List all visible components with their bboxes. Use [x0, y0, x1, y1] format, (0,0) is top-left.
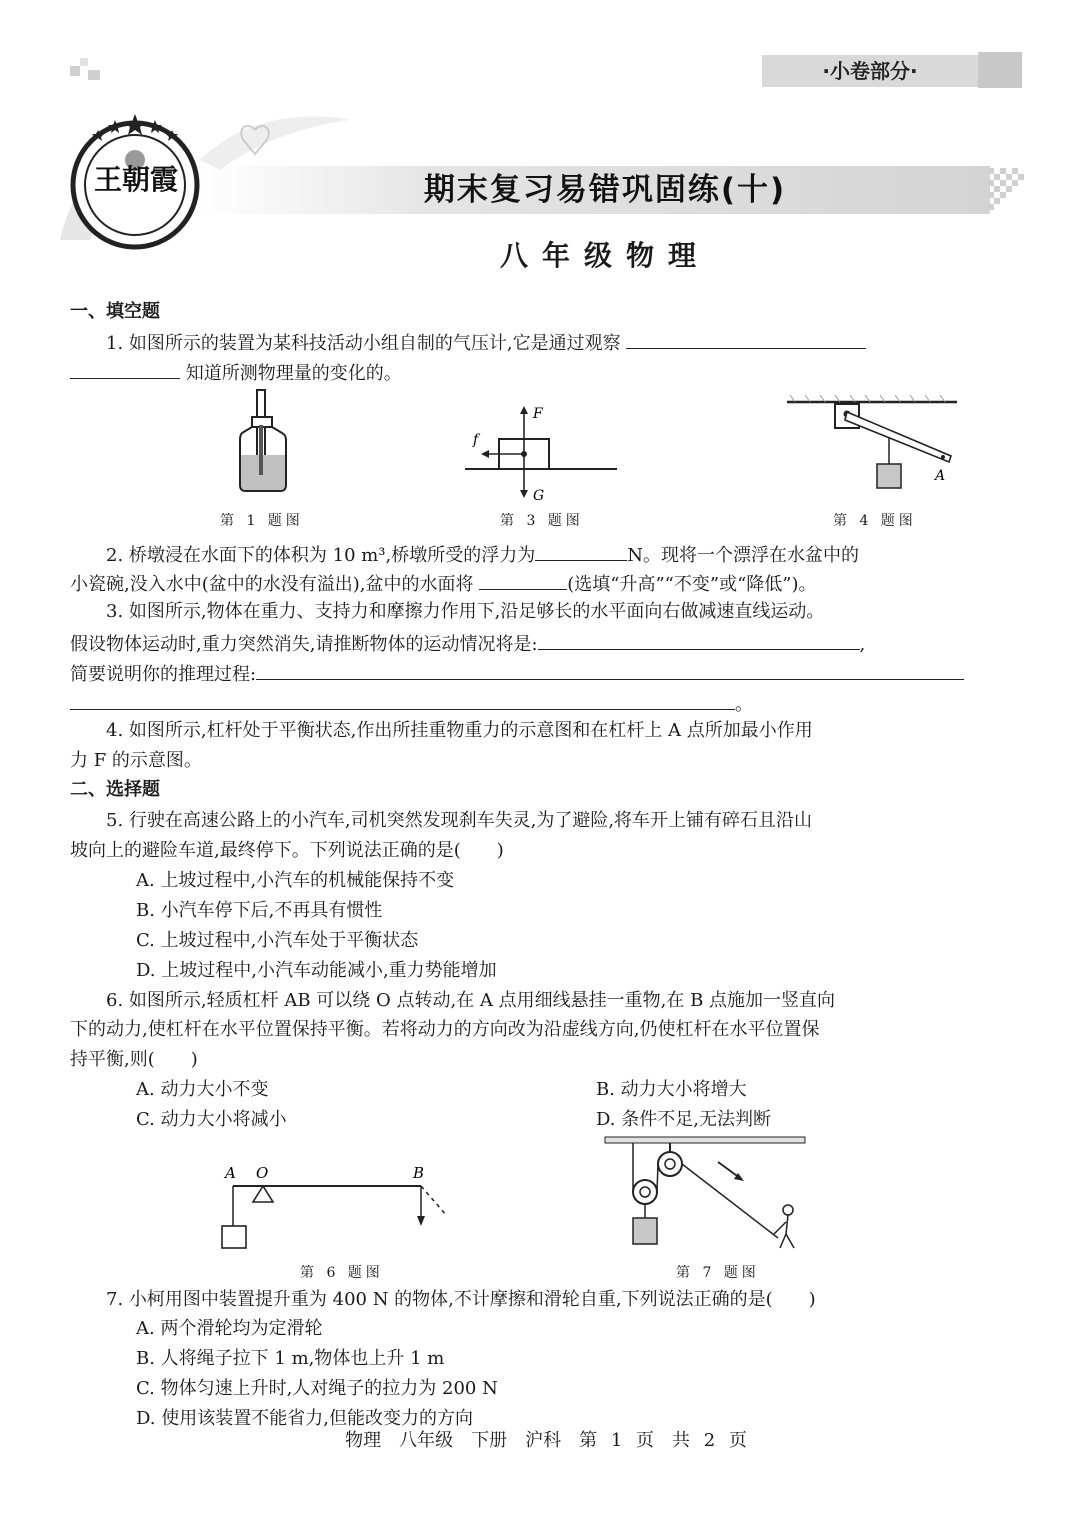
q2-text-4: (选填“升高”“不变”或“降低”)。 — [567, 574, 817, 595]
q6-option-a[interactable]: A. 动力大小不变 — [136, 1079, 269, 1100]
q7-option-c[interactable]: C. 物体匀速上升时,人对绳子的拉力为 200 N — [136, 1378, 498, 1399]
label-A: A — [935, 468, 946, 484]
section-tab: ·小卷部分· — [762, 55, 978, 87]
q3-blank-3[interactable] — [70, 687, 735, 710]
label-G: G — [533, 488, 545, 504]
q2-blank-2[interactable] — [479, 567, 567, 590]
decor-square — [88, 70, 100, 80]
q5-option-a[interactable]: A. 上坡过程中,小汽车的机械能保持不变 — [136, 870, 455, 891]
q3-line1: 3. 如图所示,物体在重力、支持力和摩擦力作用下,沿足够长的水平面向右做减速直线运动。 — [106, 601, 825, 622]
figure-4-caption: 第 4 题图 — [833, 513, 917, 529]
q2-blank-1[interactable] — [535, 538, 627, 561]
q5-option-b[interactable]: B. 小汽车停下后,不再具有惯性 — [136, 900, 383, 921]
label-O-fig6: O — [256, 1164, 269, 1182]
label-F: F — [533, 406, 543, 422]
label-f: f — [473, 432, 479, 448]
figure-4-lever — [785, 392, 965, 500]
q1-blank-2[interactable] — [70, 356, 180, 379]
q7-option-d[interactable]: D. 使用该装置不能省力,但能改变力的方向 — [136, 1408, 473, 1429]
q4-line1: 4. 如图所示,杠杆处于平衡状态,作出所挂重物重力的示意图和在杠杆上 A 点所加最小作用 — [106, 720, 813, 741]
page-title: 期末复习易错巩固练(十) — [423, 172, 787, 208]
q7-line1: 7. 小柯用图中装置提升重为 400 N 的物体,不计摩擦和滑轮自重,下列说法正确的是( ) — [106, 1289, 816, 1310]
q2-line2 — [70, 567, 1025, 600]
q2-text-1: 2. 桥墩浸在水面下的体积为 10 m³,桥墩所受的浮力为 — [106, 545, 536, 566]
q5-option-d[interactable]: D. 上坡过程中,小汽车动能减小,重力势能增加 — [136, 960, 497, 981]
label-A-fig6: A — [225, 1164, 236, 1182]
figure-1-barometer — [230, 385, 300, 500]
q6-option-b[interactable]: B. 动力大小将增大 — [596, 1079, 747, 1100]
page-footer: 物理 八年级 下册 沪科 第 1 页 共 2 页 — [345, 1430, 747, 1451]
q6-line1: 6. 如图所示,轻质杠杆 AB 可以绕 O 点转动,在 A 点用细线悬挂一重物,在 B 点施加一竖直向 — [106, 990, 836, 1011]
q3-period: 。 — [735, 694, 753, 715]
tab-block — [978, 52, 1022, 88]
q6-line3: 持平衡,则( ) — [70, 1049, 198, 1070]
figure-6-lever — [215, 1158, 455, 1254]
q3-comma: , — [859, 634, 866, 655]
q6-option-c[interactable]: C. 动力大小将减小 — [136, 1109, 287, 1130]
q3-line3 — [70, 657, 1025, 690]
q1-line1 — [106, 326, 1026, 359]
q1-text-2: 知道所测物理量的变化的。 — [185, 363, 402, 384]
q6-line2: 下的动力,使杠杆在水平位置保持平衡。若将动力的方向改为沿虚线方向,仍使杠杆在水平位置保 — [70, 1019, 820, 1040]
logo-text: 王朝霞 — [93, 163, 178, 196]
decor-square — [70, 66, 80, 76]
q6-option-d[interactable]: D. 条件不足,无法判断 — [596, 1109, 771, 1130]
q2-text-2: N。现将一个漂浮在水盆中的 — [627, 545, 859, 566]
page-subtitle: 八年级物理 — [499, 239, 710, 272]
section-heading-fill: 一、填空题 — [70, 301, 160, 322]
q3-line2 — [70, 627, 1025, 660]
section-heading-choice: 二、选择题 — [70, 779, 160, 800]
q7-option-b[interactable]: B. 人将绳子拉下 1 m,物体也上升 1 m — [136, 1348, 445, 1369]
q4-line2: 力 F 的示意图。 — [70, 750, 202, 771]
q5-line1: 5. 行驶在高速公路上的小汽车,司机突然发现刹车失灵,为了避险,将车开上铺有碎石且沿山 — [106, 810, 813, 831]
q1-blank-1[interactable] — [626, 326, 866, 349]
figure-7-pulley — [600, 1130, 810, 1255]
q1-line2 — [70, 356, 1025, 389]
q3-text-3: 简要说明你的推理过程: — [70, 664, 257, 685]
figure-3-block-forces — [455, 402, 625, 504]
q3-blank-2[interactable] — [256, 657, 964, 680]
figure-6-caption: 第 6 题图 — [300, 1265, 384, 1281]
label-B-fig6: B — [413, 1164, 425, 1182]
figure-7-caption: 第 7 题图 — [676, 1265, 760, 1281]
q3-blank-1[interactable] — [538, 627, 860, 650]
figure-1-caption: 第 1 题图 — [220, 513, 304, 529]
q2-text-3: 小瓷碗,没入水中(盆中的水没有溢出),盆中的水面将 — [70, 574, 474, 595]
q7-option-a[interactable]: A. 两个滑轮均为定滑轮 — [136, 1318, 323, 1339]
q1-text: 1. 如图所示的装置为某科技活动小组自制的气压计,它是通过观察 — [106, 333, 621, 354]
decor-square — [80, 58, 88, 66]
checker-pattern — [988, 168, 1024, 212]
q5-option-c[interactable]: C. 上坡过程中,小汽车处于平衡状态 — [136, 930, 419, 951]
q5-line2: 坡向上的避险车道,最终停下。下列说法正确的是( ) — [70, 840, 504, 861]
figure-3-caption: 第 3 题图 — [500, 513, 584, 529]
q3-text-2: 假设物体运动时,重力突然消失,请推断物体的运动情况将是: — [70, 634, 538, 655]
